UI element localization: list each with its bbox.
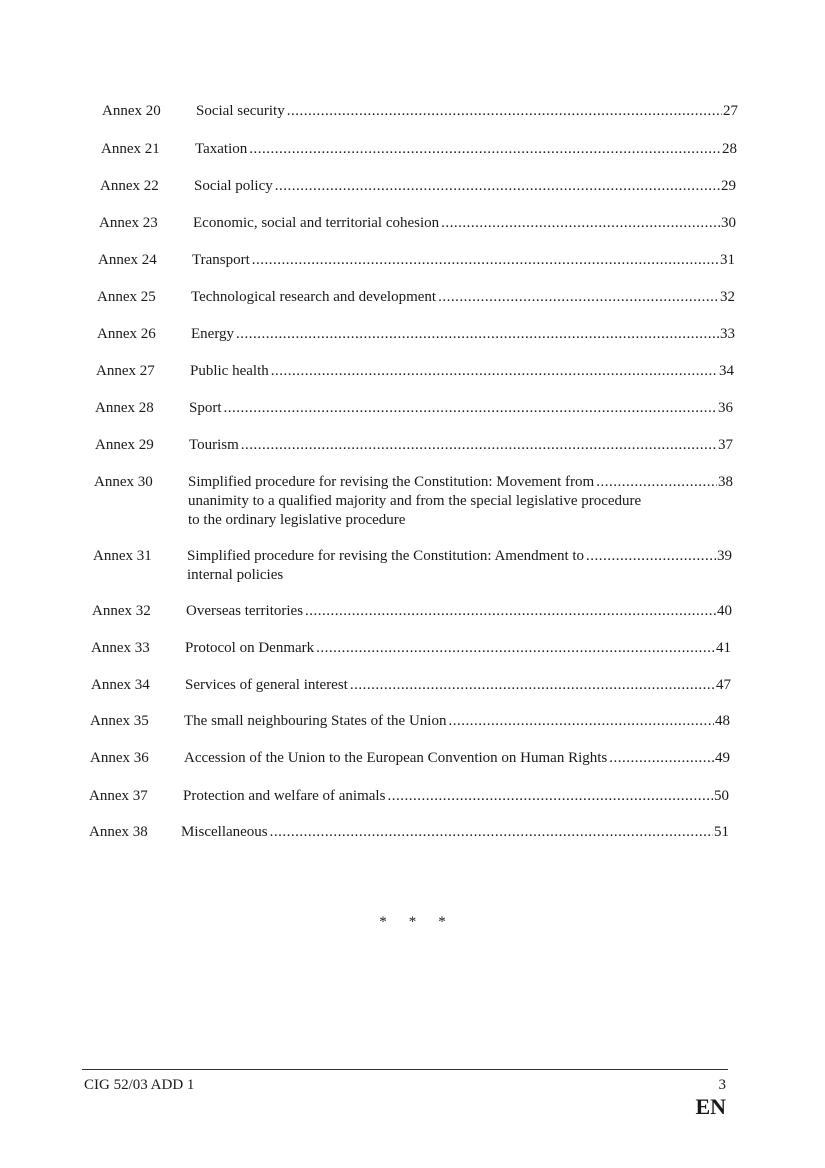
annex-number: Annex 35: [90, 713, 149, 729]
annex-title: Economic, social and territorial cohesion: [193, 215, 440, 231]
annex-number: Annex 23: [99, 215, 158, 231]
page-number: 30: [721, 215, 736, 231]
annex-title: The small neighbouring States of the Union: [184, 713, 447, 729]
annex-number: Annex 21: [101, 141, 160, 157]
dot-leader: [271, 362, 718, 381]
dot-leader: [252, 251, 719, 270]
dot-leader: [305, 602, 716, 621]
annex-number: Annex 31: [93, 548, 152, 564]
annex-title: Protection and welfare of animals: [183, 788, 386, 804]
dot-leader: [441, 214, 720, 233]
dot-leader: [287, 102, 722, 121]
annex-number: Annex 36: [90, 750, 149, 766]
annex-number: Annex 37: [89, 788, 148, 804]
dot-leader: [275, 177, 720, 196]
footer-page-number: 3: [718, 1077, 726, 1093]
language-code: EN: [695, 1094, 726, 1119]
dot-leader: [350, 676, 715, 695]
page-number: 40: [717, 603, 732, 619]
annex-title: Simplified procedure for revising the Constitution: Movement from: [188, 474, 595, 490]
dot-leader: [596, 473, 717, 492]
page-number: 39: [717, 548, 732, 564]
dot-leader: [249, 140, 721, 159]
annex-number: Annex 30: [94, 474, 153, 490]
dot-leader: [241, 436, 717, 455]
page-number: 41: [716, 640, 731, 656]
page-number: 50: [714, 788, 729, 804]
page-number: 33: [720, 326, 735, 342]
annex-number: Annex 25: [97, 289, 156, 305]
annex-title: Tourism: [189, 437, 239, 453]
annex-number: Annex 24: [98, 252, 157, 268]
dot-leader: [387, 787, 713, 806]
footer-rule: [82, 1069, 728, 1070]
asterisk: *: [438, 914, 446, 930]
annex-title: Taxation: [195, 141, 248, 157]
annex-number: Annex 27: [96, 363, 155, 379]
annex-title: Miscellaneous: [181, 824, 268, 840]
page-number: 37: [718, 437, 733, 453]
annex-title: Social policy: [194, 178, 273, 194]
page-number: 27: [723, 103, 738, 119]
dot-leader: [236, 325, 719, 344]
annex-number: Annex 38: [89, 824, 148, 840]
section-separator: [0, 914, 825, 931]
annex-title: Public health: [190, 363, 269, 379]
annex-number: Annex 34: [91, 677, 150, 693]
annex-title: Social security: [196, 103, 285, 119]
annex-number: Annex 26: [97, 326, 156, 342]
page-number: 36: [718, 400, 733, 416]
annex-number: Annex 33: [91, 640, 150, 656]
page-number: 47: [716, 677, 731, 693]
page-number: 49: [715, 750, 730, 766]
dot-leader: [609, 749, 714, 768]
asterisk: *: [408, 914, 417, 930]
annex-title-continuation: unanimity to a qualified majority and from the special legislative procedure: [188, 493, 642, 509]
dot-leader: [270, 823, 713, 842]
annex-title: Protocol on Denmark: [185, 640, 315, 656]
annex-title: Accession of the Union to the European Convention on Human Rights: [184, 750, 608, 766]
asterisk: *: [379, 914, 387, 930]
annex-title: Services of general interest: [185, 677, 348, 693]
annex-title-continuation: to the ordinary legislative procedure: [188, 512, 406, 528]
document-reference: CIG 52/03 ADD 1: [84, 1077, 195, 1093]
page-number: 48: [715, 713, 730, 729]
annex-number: Annex 20: [102, 103, 161, 119]
page-number: 38: [718, 474, 733, 490]
annex-title: Overseas territories: [186, 603, 304, 619]
dot-leader: [224, 399, 717, 418]
annex-title: Simplified procedure for revising the Constitution: Amendment to: [187, 548, 585, 564]
annex-number: Annex 22: [100, 178, 159, 194]
dot-leader: [448, 712, 714, 731]
dot-leader: [586, 547, 716, 566]
annex-number: Annex 28: [95, 400, 154, 416]
annex-title: Energy: [191, 326, 235, 342]
page-number: 31: [720, 252, 735, 268]
page-number: 32: [720, 289, 735, 305]
dot-leader: [316, 639, 715, 658]
annex-number: Annex 29: [95, 437, 154, 453]
annex-number: Annex 32: [92, 603, 151, 619]
page-number: 34: [719, 363, 734, 379]
page-number: 28: [722, 141, 737, 157]
annex-title: Technological research and development: [191, 289, 437, 305]
page-number: 51: [714, 824, 729, 840]
annex-title: Sport: [189, 400, 222, 416]
page-number: 29: [721, 178, 736, 194]
dot-leader: [438, 288, 719, 307]
annex-title: Transport: [192, 252, 250, 268]
annex-title-continuation: internal policies: [187, 567, 284, 583]
